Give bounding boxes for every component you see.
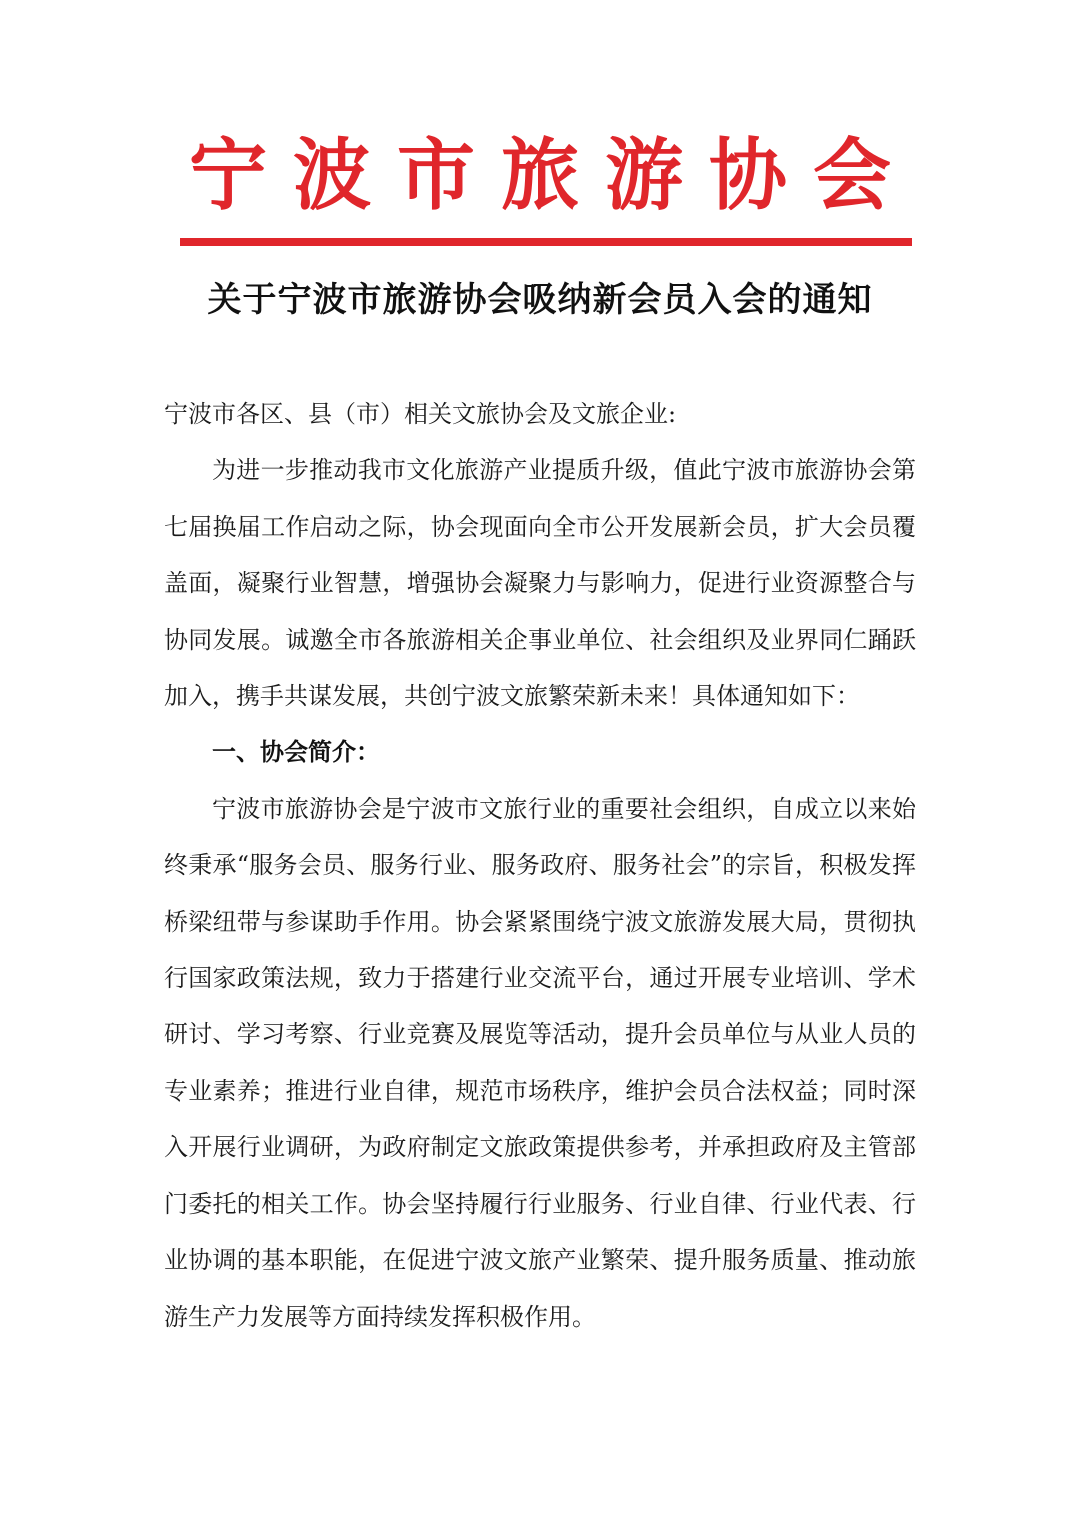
document-body: [164, 386, 916, 1345]
association-profile-paragraph: 宁波市旅游协会是宁波市文旅行业的重要社会组织，自成立以来始终秉承“服务会员、服务行业、服务政府、服务社会”的宗旨，积极发挥桥梁纽带与参谋助手作用。协会紧紧围绕宁波文旅游发展大局，贯彻执行国家政策法规，致力于搭建行业交流平台，通过开展专业培训、学术研讨、学习考察、行业竞赛及展览等活动，提升会员单位与从业人员的专业素养；推进行业自律，规范市场秩序，维护会员合法权益；同时深入开展行业调研，为政府制定文旅政策提供参考，并承担政府及主管部门委托的相关工作。协会坚持履行行业服务、行业自律、行业代表、行业协调的基本职能，在促进宁波文旅产业繁荣、提升服务质量、推动旅游生产力发展等方面持续发挥积极作用。: [164, 794, 916, 1331]
organization-letterhead: 宁波市旅游协会: [188, 130, 917, 221]
intro-paragraph: 为进一步推动我市文化旅游产业提质升级，值此宁波市旅游协会第七届换届工作启动之际，协会现面向全市公开发展新会员，扩大会员覆盖面，凝聚行业智慧，增强协会凝聚力与影响力，促进行业资源整合与协同发展。诚邀全市各旅游相关企事业单位、社会组织及业界同仁踊跃加入，携手共谋发展，共创宁波文旅繁荣新未来！具体通知如下：: [164, 456, 916, 711]
letterhead-red-divider: [180, 238, 912, 246]
salutation: 宁波市各区、县（市）相关文旅协会及文旅企业:: [164, 400, 677, 428]
document-title: 关于宁波市旅游协会吸纳新会员入会的通知: [207, 280, 873, 320]
section-heading-association-profile: 一、协会简介：: [212, 738, 380, 767]
